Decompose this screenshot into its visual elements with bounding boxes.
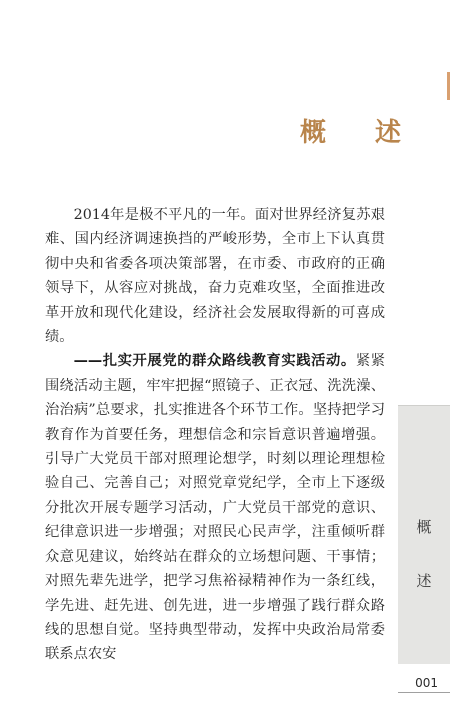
paragraph-text: 2014年是极不平凡的一年。面对世界经济复苏艰难、国内经济调速换挡的严峻形势，全市上下认真贯彻中央和省委各项决策部署，在市委、市政府的正确领导下，从容应对挑战，奋力克难攻坚，全面推进改革开放和现代化建设，经济社会发展取得新的可喜成绩。	[45, 207, 385, 346]
paragraph-text: 紧紧围绕活动主题，牢牢把握“照镜子、正衣冠、洗洗澡、治治病”总要求，扎实推进各个环节工作。坚持把学习教育作为首要任务，理想信念和宗旨意识普遍增强。引导广大党员干部对照理论想学，时刻以理论理想检验自己、完善自己；对照党章党纪学，全市上下逐级分批次开展专题学习活动，广大党员干部党的意识、纪律意识进一步增强；对照民心民声学，注重倾听群众意见建议，始终站在群众的立场想问题、干事情；对照先辈先进学，把学习焦裕禄精神作为一条红线，学先进、赶先进、创先进，进一步增强了践行群众路线的思想自觉。坚持典型带动，发挥中央政治局常委联系点农安	[45, 353, 386, 663]
chapter-title: 概 述	[300, 118, 422, 148]
paragraph-intro	[45, 203, 385, 349]
paragraph-lead: ——扎实开展党的群众路线教育实践活动。	[73, 353, 356, 370]
body-text	[45, 203, 385, 667]
paragraph-mass-line	[45, 349, 385, 666]
side-tab-top-rule	[398, 405, 450, 406]
side-tab-label-char-1: 概	[416, 518, 432, 536]
page-number: 001	[415, 676, 438, 690]
bottom-rule	[398, 692, 450, 693]
side-tab-label-char-2: 述	[416, 572, 432, 590]
